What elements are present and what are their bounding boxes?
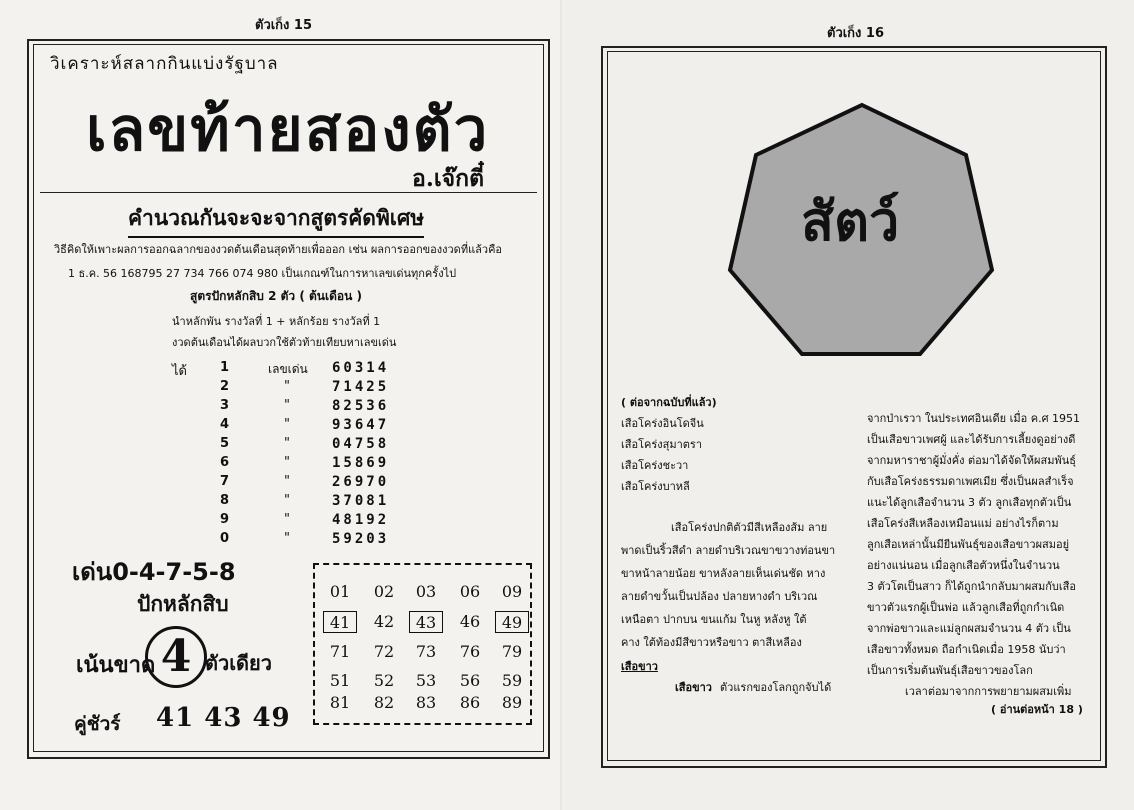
results-label: เลขเด่น: [268, 362, 308, 376]
continued-note: ( ต่อจากฉบับที่แล้ว): [621, 396, 717, 409]
paragraph-line: คาง ใต้ท้องมีสีขาวหรือขาว ตาสีเหลือง: [621, 636, 802, 649]
white-tiger-heading: เสือขาว: [621, 660, 658, 673]
ditto-mark: ": [284, 474, 290, 489]
right-column-line: จากพ่อขาวและแม่ลูกผสมจำนวน 4 ตัว เป็น: [867, 622, 1071, 635]
focus-suffix: ตัวเดียว: [205, 651, 272, 675]
grid-cell: 79: [501, 642, 523, 661]
result-number: 37081: [332, 493, 390, 509]
page-title: เลขท้ายสองตัว: [86, 95, 490, 165]
grid-cell: 53: [415, 671, 437, 690]
focus-prefix: เน้นขาด: [76, 653, 156, 678]
right-column-line: จากป่าเรวา ในประเทศอินเดีย เมื่อ ค.ศ 1951: [867, 412, 1081, 425]
grid-cell: 46: [459, 612, 481, 631]
pair-numbers: 41 43 49: [156, 703, 291, 733]
formula-line-2: งวดต้นเดือนได้ผลบวกใช้ตัวท้ายเทียบหาเลขเด่น: [172, 336, 397, 349]
intro-line-2: 1 ธ.ค. 56 168795 27 734 766 074 980 เป็นเกณฑ์ในการหาเลขเด่นทุกครั้งไป: [68, 267, 457, 280]
tens-label: ปักหลักสิบ: [137, 592, 229, 616]
result-index: 8: [220, 493, 230, 508]
result-number: 48192: [332, 512, 390, 528]
formula-line-1: นำหลักพัน รางวัลที่ 1 + หลักร้อย รางวัลที่ 1: [172, 315, 381, 328]
ditto-mark: ": [284, 398, 290, 413]
result-index: 1: [220, 360, 230, 375]
read-more: ( อ่านต่อหน้า 18 ): [991, 703, 1083, 716]
tiger-list-item: เสือโคร่งสุมาตรา: [621, 438, 702, 451]
result-index: 6: [220, 455, 230, 470]
left-page: [0, 0, 565, 810]
paragraph-line: เหนือตา ปากบน ขนแก้ม ในหู หลังหู ใต้: [621, 613, 807, 626]
result-index: 7: [220, 474, 230, 489]
right-column-line: เสือโคร่งสีเหลืองเหมือนแม่ อย่างไรก็ตาม: [867, 517, 1059, 530]
subtitle: วิเคราะห์สลากกินแบ่งรัฐบาล: [50, 54, 279, 74]
page-number: ตัวเก็ง 16: [827, 26, 885, 41]
right-column-line: อย่างแน่นอน เมื่อลูกเสือตัวหนึ่งในจำนวน: [867, 559, 1060, 572]
right-column-line: เป็นเสือขาวเพศผู้ และได้รับการเลี้ยงดูอย่างดี: [867, 433, 1076, 446]
grid-cell: 82: [373, 693, 395, 712]
ditto-mark: ": [284, 455, 290, 470]
paragraph-line: ลายดำขวั้นเป็นปล้อง ปลายหางดำ บริเวณ: [621, 590, 818, 603]
formula-title: สูตรปักหลักสิบ 2 ตัว ( ต้นเดือน ): [190, 289, 362, 303]
right-column-line: กับเสือโคร่งธรรมดาเพศเมีย ซึ่งเป็นผลสำเร็จ: [867, 475, 1074, 488]
page-number: ตัวเก็ง 15: [255, 18, 313, 33]
author: อ.เจ๊กตี๋: [412, 165, 485, 192]
grid-cell: 41: [323, 611, 357, 633]
result-number: 93647: [332, 417, 390, 433]
paragraph-line: เสือโคร่งปกติตัวมีสีเหลืองส้ม ลาย: [671, 521, 828, 534]
grid-cell: 51: [329, 671, 351, 690]
right-column-line: เวลาต่อมาจากการพยายามผสมเพิ่ม: [905, 685, 1072, 698]
result-number: 26970: [332, 474, 390, 490]
result-index: 3: [220, 398, 230, 413]
right-column-line: แนะได้ลูกเสือจำนวน 3 ตัว ลูกเสือทุกตัวเป็น: [867, 496, 1072, 509]
right-column-line: ขาวตัวแรกผู้เป็นพ่อ แล้วลูกเสือที่ถูกกำเนิด: [867, 601, 1065, 614]
grid-cell: 56: [459, 671, 481, 690]
right-column-line: 3 ตัวโตเป็นสาว ก็ได้ถูกนำกลับมาผสมกับเสือ: [867, 580, 1076, 593]
right-page: [565, 0, 1134, 810]
grid-cell: 76: [459, 642, 481, 661]
ditto-mark: ": [284, 379, 290, 394]
grid-cell: 72: [373, 642, 395, 661]
right-column-line: จากมหาราชาผู้มั่งคั่ง ต่อมาได้จัดให้ผสมพันธุ์: [867, 454, 1076, 467]
grid-cell: 73: [415, 642, 437, 661]
divider: [40, 192, 537, 193]
result-index: 5: [220, 436, 230, 451]
paragraph-line: พาดเป็นริ้วสีดำ ลายดำบริเวณขาขวางท่อนขา: [621, 544, 836, 557]
section-heading: คำนวณกันจะจะจากสูตรคัดพิเศษ: [128, 202, 424, 238]
right-column-line: ลูกเสือเหล่านั้นมียีนพันธุ์ของเสือขาวผสมอยู่: [867, 538, 1070, 551]
result-index: 4: [220, 417, 230, 432]
ditto-mark: ": [284, 531, 290, 546]
ditto-mark: ": [284, 436, 290, 451]
result-index: 2: [220, 379, 230, 394]
grid-cell: 83: [415, 693, 437, 712]
play-digits: เด่น0-4-7-5-8: [72, 558, 236, 586]
right-column-line: เสือขาวทั้งหมด ถือกำเนิดเมื่อ 1958 นับว่า: [867, 643, 1066, 656]
tiger-list-item: เสือโคร่งบาหลี: [621, 480, 690, 493]
tiger-list-item: เสือโคร่งอินโดจีน: [621, 417, 704, 430]
grid-cell: 49: [495, 611, 529, 633]
result-number: 82536: [332, 398, 390, 414]
grid-cell: 06: [459, 582, 481, 601]
result-number: 60314: [332, 360, 390, 376]
grid-cell: 42: [373, 612, 395, 631]
ditto-mark: ": [284, 493, 290, 508]
heptagon-title: สัตว์: [801, 189, 900, 253]
grid-cell: 52: [373, 671, 395, 690]
grid-cell: 01: [329, 582, 351, 601]
results-got-label: ได้: [172, 364, 187, 379]
ditto-mark: ": [284, 512, 290, 527]
result-index: 9: [220, 512, 230, 527]
tiger-list-item: เสือโคร่งชะวา: [621, 459, 689, 472]
grid-cell: 43: [409, 611, 443, 633]
intro-line-1: วิธีคิดให้เพาะผลการออกฉลากของงวดต้นเดือนสุดท้ายเพื่อออก เช่น ผลการออกของงวดที่แล้วคือ: [54, 243, 503, 256]
grid-cell: 59: [501, 671, 523, 690]
grid-cell: 81: [329, 693, 351, 712]
white-tiger-rest: ตัวแรกของโลกถูกจับได้: [720, 681, 832, 694]
result-number: 59203: [332, 531, 390, 547]
ditto-mark: ": [284, 417, 290, 432]
grid-cell: 71: [329, 642, 351, 661]
grid-cell: 02: [373, 582, 395, 601]
grid-cell: 86: [459, 693, 481, 712]
grid-cell: 89: [501, 693, 523, 712]
result-index: 0: [220, 531, 230, 546]
paragraph-line: ขาหน้าลายน้อย ขาหลังลายเห็นเด่นชัด หาง: [621, 567, 826, 580]
focus-digit-circle: 4: [145, 626, 207, 688]
number-grid: [313, 563, 532, 725]
result-number: 04758: [332, 436, 390, 452]
pair-label: คู่ชัวร์: [74, 713, 121, 735]
result-number: 71425: [332, 379, 390, 395]
grid-cell: 09: [501, 582, 523, 601]
grid-cell: 03: [415, 582, 437, 601]
white-tiger-lead: เสือขาว: [675, 681, 712, 694]
right-column-line: เป็นการเริ่มต้นพันธุ์เสือขาวของโลก: [867, 664, 1033, 677]
result-number: 15869: [332, 455, 390, 471]
